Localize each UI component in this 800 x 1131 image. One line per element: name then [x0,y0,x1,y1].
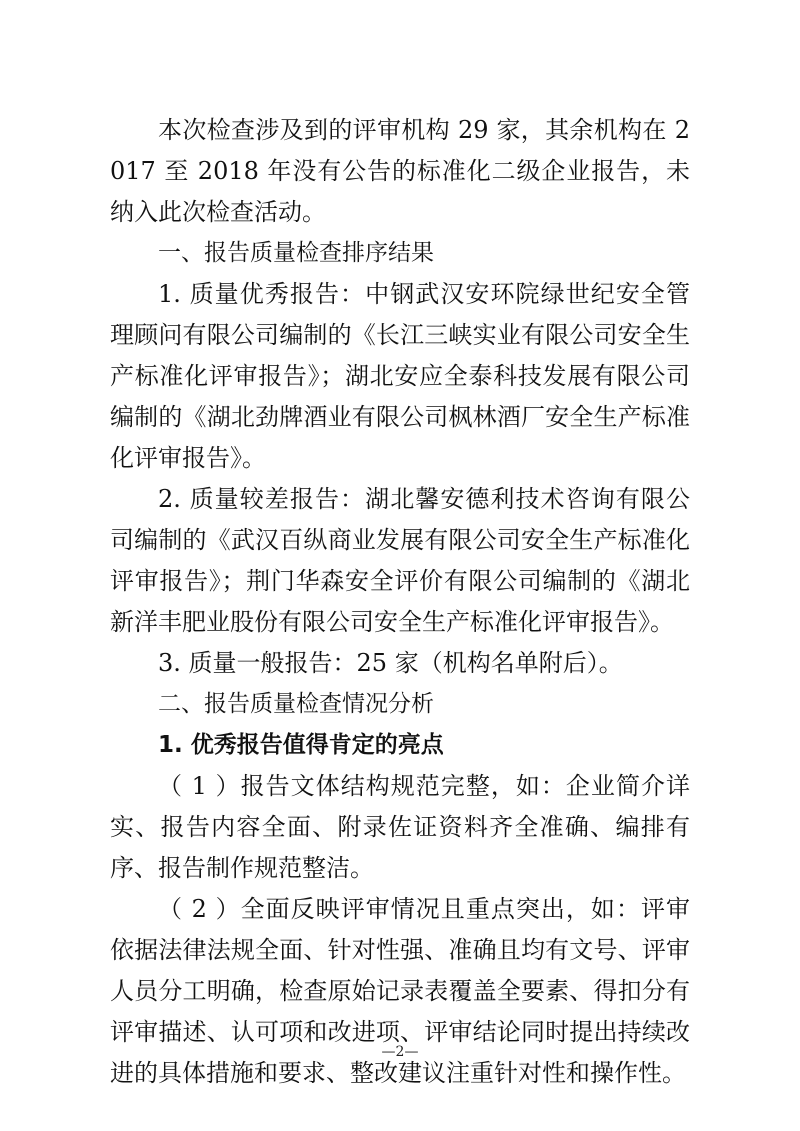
highlight-item-1: （ 1 ）报告文体结构规范完整，如：企业简介详实、报告内容全面、附录佐证资料齐全准确、编排有序、报告制作规范整洁。 [110,772,690,882]
excellent-reports-paragraph: 1. 质量优秀报告：中钢武汉安环院绿世纪安全管理顾问有限公司编制的《长江三峡实业有限公司安全生产标准化评审报告》；湖北安应全泰科技发展有限公司编制的《湖北劲牌酒业有限公司枫林酒厂安全生产标准化评审报告》。 [110,280,690,472]
section-heading-1: 一、报告质量检查排序结果 [158,240,434,266]
document-body [110,110,690,1094]
highlight-item-2: （ 2 ）全面反映评审情况且重点突出，如：评审依据法律法规全面、针对性强、准确且均有文号、评审人员分工明确，检查原始记录表覆盖全要素、得扣分有评审描述、认可项和改进项、评审结论同时提出持续改进的具体措施和要求、整改建议注重针对性和操作性。 [110,895,690,1087]
intro-paragraph: 本次检查涉及到的评审机构 29 家，其余机构在 2017 至 2018 年没有公告的标准化二级企业报告，未纳入此次检查活动。 [110,116,690,226]
section-heading-2: 二、报告质量检查情况分析 [158,691,434,717]
subsection-heading-highlights: 1. 优秀报告值得肯定的亮点 [158,732,444,758]
page-number: —2— [381,1044,419,1060]
average-reports-paragraph: 3. 质量一般报告：25 家（机构名单附后）。 [158,649,623,677]
poor-reports-paragraph: 2. 质量较差报告：湖北馨安德利技术咨询有限公司编制的《武汉百纵商业发展有限公司安全生产标准化评审报告》；荆门华森安全评价有限公司编制的《湖北新洋丰肥业股份有限公司安全生产标准化评审报告》。 [110,485,690,636]
